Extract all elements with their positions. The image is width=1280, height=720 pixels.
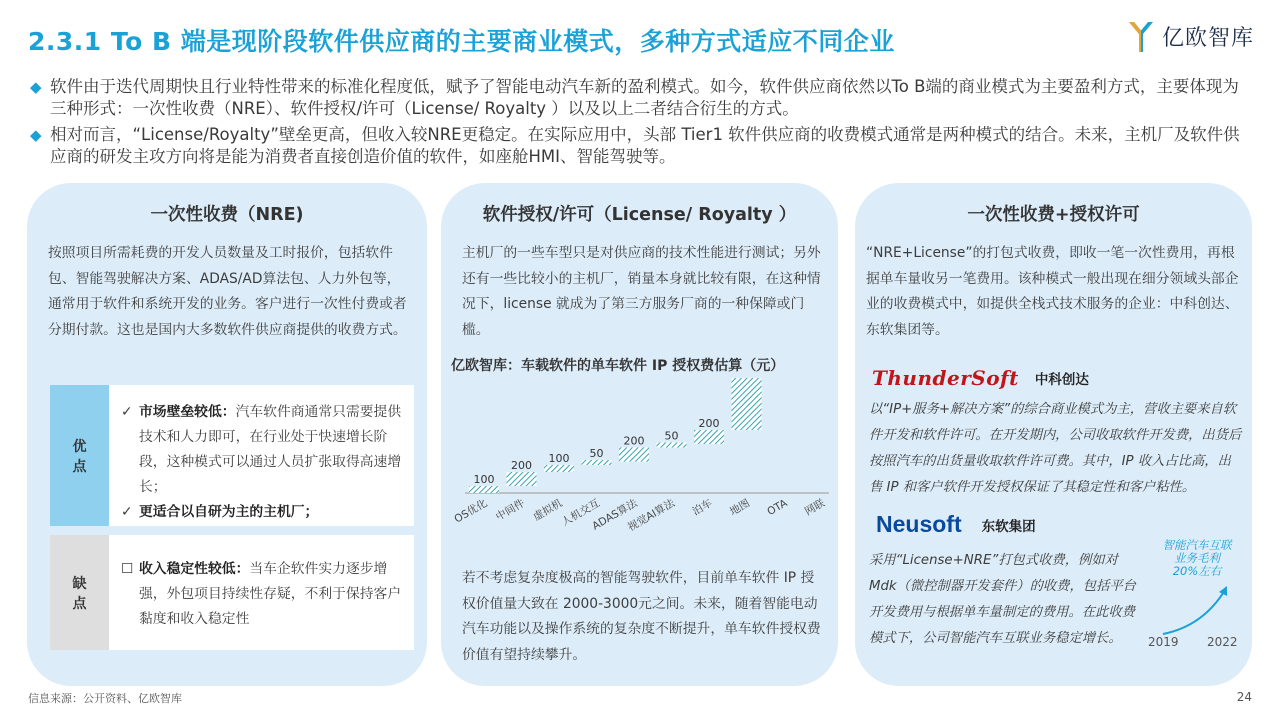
yiou-logo-icon [1126,18,1156,54]
year-end: 2022 [1207,635,1238,649]
bar-value-label: 200 [623,434,645,448]
cons-box [109,535,414,650]
card-body: 主机厂的一些车型只是对供应商的技术性能进行测试；另外还有一些比较小的主机厂，销量本身就比较有限，在这种情况下，license 就成为了第三方服务厂商的一种保障或门槛。 [462,245,821,338]
growth-arrow-icon [1157,580,1237,640]
chart-bar [732,378,762,430]
diamond-bullet-icon: ◆ [30,126,42,144]
category-tick-label: 人机交互 [559,497,602,529]
category-tick-label: 中间件 [493,497,527,524]
pros-item: ✓ 更适合以自研为主的主机厂； [121,500,402,525]
card-body: “NRE+License”的打包式收费，即收一笔一次性费用，再根据单车量收另一笔费用。该种模式一般出现在细分领域头部企业的收费模式中，如提供全栈式技术服务的企业：中科创达、东软集团等。 [866,245,1239,338]
logo-text: 亿欧智库 [1161,25,1254,51]
chart-bar [657,443,687,448]
thundersoft-logo: ThunderSoft [872,366,1019,390]
check-icon: ✓ [121,404,133,420]
card-title: 软件授权/许可（License/ Royalty ） [482,205,797,225]
pros-label: 优 点 [50,385,109,526]
pros-box [109,385,414,526]
diamond-bullet-icon: ◆ [30,78,42,96]
category-tick-label: ADAS算法 [590,497,640,533]
bullet-item [30,76,1255,120]
company-name: 东软集团 [981,518,1036,535]
card-body: 按照项目所需耗费的开发人员数量及工时报价，包括软件包、智能驾驶解决方案、ADAS/AD算法包、人力外包等，通常用于软件和系统开发的业务。客户进行一次性付费或者分期付款。这也是国内大多数软件供应商提供的收费方式。 [48,245,407,338]
category-tick-label: 虚拟机 [531,497,565,524]
brand-logo [1126,18,1254,54]
bar-value-label: 100 [473,473,495,486]
chart-bar [507,472,537,486]
footer-source: 信息来源：公开资料、亿欧智库 [28,692,182,705]
card-license [441,183,838,686]
card-footer-text: 若不考虑复杂度极高的智能驾驶软件，目前单车软件 IP 授权价值量大致在 2000-3000元之间。未来，随着智能电动汽车功能以及操作系统的复杂度不断提升，单车软件授权费价值有望持续攀升。 [462,570,821,663]
card-title: 一次性收费+授权许可 [967,205,1140,225]
company-description: 以“IP+服务+解决方案”的综合商业模式为主，营收主要来自软件开发和软件许可。在开发期内，公司收取软件开发费，出货后按照汽车的出货量收取软件许可费。其中，IP 收入占比高，出售 IP 和客户软件开发授权保证了其稳定性和客户粘性。 [869,402,1242,495]
bar-value-label: 50 [664,429,679,443]
category-tick-label: OTA [765,497,790,519]
check-icon: ✓ [121,504,133,520]
category-tick-label: OS优化 [452,497,490,526]
neusoft-logo: Neusoft [876,511,962,537]
chart-bar [619,448,649,462]
card-nre-license [855,183,1252,686]
chart-bar [544,465,574,472]
cons-label: 缺 点 [50,535,109,650]
bar-value-label: 50 [589,447,604,460]
cons-item: ☐ 收入稳定性较低：当车企软件实力逐步增强，外包项目持续性存疑，不利于保持客户黏度和收入稳定性 [121,557,402,632]
company-thundersoft [872,366,1089,390]
pros-item: ✓ 市场壁垒较低：汽车软件商通常只需要提供技术和人力即可，在行业处于快速增长阶段，这种模式可以通过人员扩张取得高速增长； [121,400,402,500]
company-neusoft [876,511,1036,538]
card-nre [27,183,427,686]
growth-label: 智能汽车互联 业务毛利 20%左右 [1162,538,1232,578]
category-tick-label: 地图 [727,497,752,519]
checkbox-icon: ☐ [121,561,134,577]
intro-bullets [30,76,1255,172]
chart-bar [694,430,724,444]
category-tick-label: 泊车 [690,497,715,519]
chart-title: 亿欧智库：车载软件的单车软件 IP 授权费估算（元） [451,358,785,374]
bullet-text: 软件由于迭代周期快且行业特性带来的标准化程度低，赋予了智能电动汽车新的盈利模式。如今，软件供应商依然以To B端的商业模式为主要盈利方式，主要体现为三种形式：一次性收费（NRE）、软件授权/许可（License/ Royalty ）以及以上二者结合衍生的方式。 [50,77,1239,118]
category-tick-label: 视觉AI算法 [625,497,677,534]
category-tick-label: 网联 [802,497,827,519]
company-description: 采用“License+NRE”打包式收费，例如对Mdk（微控制器开发套件）的收费，包括平台开发费用与根据单车量制定的费用。在此收费模式下，公司智能汽车互联业务稳定增长。 [869,553,1136,646]
bullet-text: 相对而言，“License/Royalty”壁垒更高，但收入较NRE更稳定。在实际应用中，头部 Tier1 软件供应商的收费模式通常是两种模式的结合。未来，主机厂及软件供应商的研发主攻方向将是能为消费者直接创造价值的软件，如座舱HMI、智能驾驶等。 [50,125,1240,166]
bar-value-label: 100 [548,452,570,465]
bar-value-label: 200 [511,459,532,472]
company-name: 中科创达 [1034,372,1089,388]
chart-bar [582,460,612,465]
chart-bar [469,486,499,493]
year-start: 2019 [1148,635,1179,649]
bar-value-label: 200 [698,417,720,430]
card-title: 一次性收费（NRE) [150,205,304,225]
bullet-item [30,124,1255,168]
waterfall-chart [441,378,838,563]
page-title: 2.3.1 To B 端是现阶段软件供应商的主要商业模式，多种方式适应不同企业 [28,27,895,56]
page-number: 24 [1236,690,1252,704]
